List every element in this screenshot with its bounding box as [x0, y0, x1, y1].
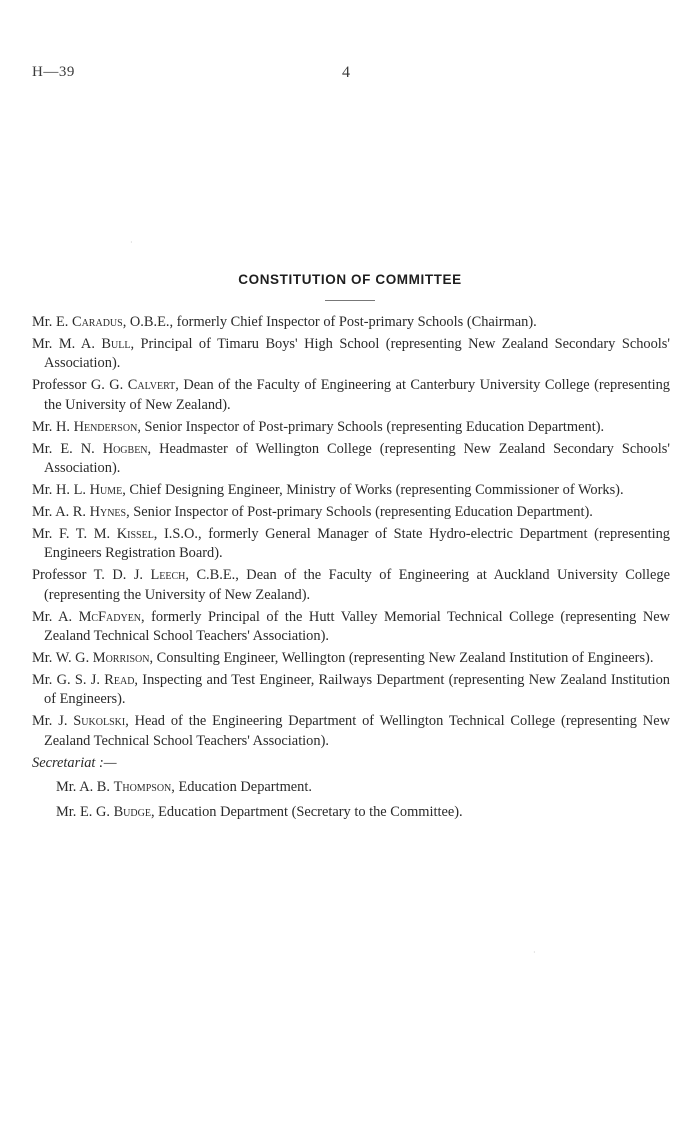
member-surname: Thompson [113, 779, 172, 796]
member-description: , Head of the Engineering Department of Wellington Technical College (representing New Zealand Technical School Teachers' Association). [44, 713, 670, 749]
title-rule [325, 300, 375, 301]
member-surname: Kissel [116, 525, 154, 542]
member-surname: Calvert [127, 377, 176, 394]
member-surname: Read [104, 671, 135, 688]
committee-member [32, 313, 670, 333]
member-surname: Henderson [73, 418, 138, 435]
committee-member [32, 671, 670, 710]
page-title: CONSTITUTION OF COMMITTEE [238, 272, 462, 287]
member-surname: Hynes [89, 503, 127, 520]
member-title: Mr. M. A. [32, 335, 102, 352]
member-description: , I.S.O., formerly General Manager of State Hydro-electric Department (representing Engineers Registration Board). [44, 525, 670, 562]
member-surname: Sukolski [73, 713, 126, 730]
member-description: , O.B.E., formerly Chief Inspector of Post-primary Schools (Chairman). [122, 314, 537, 330]
member-title: Professor G. G. [32, 377, 128, 394]
member-title: Professor T. D. J. [32, 567, 151, 584]
page-number: 4 [342, 64, 350, 81]
member-title: Mr. A. [32, 608, 79, 625]
member-title: Mr. H. [32, 418, 74, 435]
scan-speck: · [533, 948, 536, 957]
member-description: , C.B.E., Dean of the Faculty of Engineering at Auckland University College (representing the University of New Zealand). [44, 567, 670, 603]
member-description: , formerly Principal of the Hutt Valley Memorial Technical College (representing New Zealand Technical School Teachers' Association). [44, 608, 670, 645]
member-surname: Morrison [92, 649, 150, 666]
member-title: Mr. A. R. [32, 503, 90, 520]
member-description: , Education Department. [171, 779, 312, 796]
committee-member [32, 649, 670, 669]
committee-member [32, 376, 670, 415]
member-surname: Budge [113, 803, 151, 820]
committee-member [32, 525, 670, 564]
member-title: Mr. E. G. [56, 803, 114, 820]
member-description: , Dean of the Faculty of Engineering at Canterbury University College (representing the University of New Zealand). [44, 377, 670, 413]
member-description: , Senior Inspector of Post-primary Schools (representing Education Department). [126, 503, 593, 520]
member-surname: Caradus [71, 314, 123, 330]
member-surname: Leech [150, 567, 186, 584]
committee-member [32, 418, 670, 438]
committee-member [32, 712, 670, 751]
committee-list [32, 313, 670, 822]
committee-member [32, 566, 670, 605]
member-description: , Principal of Timaru Boys' High School (representing New Zealand Secondary Schools' Association). [44, 335, 670, 372]
secretariat-member [32, 803, 670, 823]
member-title: Mr. F. T. M. [32, 525, 117, 542]
secretariat-member [32, 778, 670, 798]
secretariat-heading: Secretariat :— [32, 754, 117, 771]
member-surname: Hogben [102, 440, 148, 457]
committee-member [32, 503, 670, 523]
committee-member [32, 440, 670, 479]
member-surname: Hume [89, 481, 123, 498]
member-title: Mr. E. [32, 314, 72, 330]
member-title: Mr. E. N. [32, 440, 103, 457]
member-description: , Chief Designing Engineer, Ministry of Works (representing Commissioner of Works). [122, 481, 624, 498]
member-description: , Senior Inspector of Post-primary Schools (representing Education Department). [137, 418, 605, 435]
committee-member [32, 608, 670, 647]
member-description: , Consulting Engineer, Wellington (representing New Zealand Institution of Engineers). [149, 649, 654, 666]
member-description: , Education Department (Secretary to the Committee). [150, 803, 463, 820]
member-surname: Bull [101, 335, 131, 352]
member-title: Mr. G. S. J. [32, 671, 105, 688]
member-description: , Headmaster of Wellington College (representing New Zealand Secondary Schools' Association). [44, 440, 670, 477]
member-title: Mr. W. G. [32, 649, 93, 666]
scan-speck: · [130, 238, 133, 247]
committee-member [32, 335, 670, 374]
member-surname: McFadyen [78, 608, 142, 625]
document-reference: H—39 [32, 64, 75, 80]
member-title: Mr. H. L. [32, 481, 90, 498]
member-title: Mr. A. B. [56, 779, 114, 796]
member-title: Mr. J. [32, 713, 74, 730]
member-description: , Inspecting and Test Engineer, Railways Department (representing New Zealand Institution of Engineers). [44, 671, 670, 708]
committee-member [32, 481, 670, 501]
